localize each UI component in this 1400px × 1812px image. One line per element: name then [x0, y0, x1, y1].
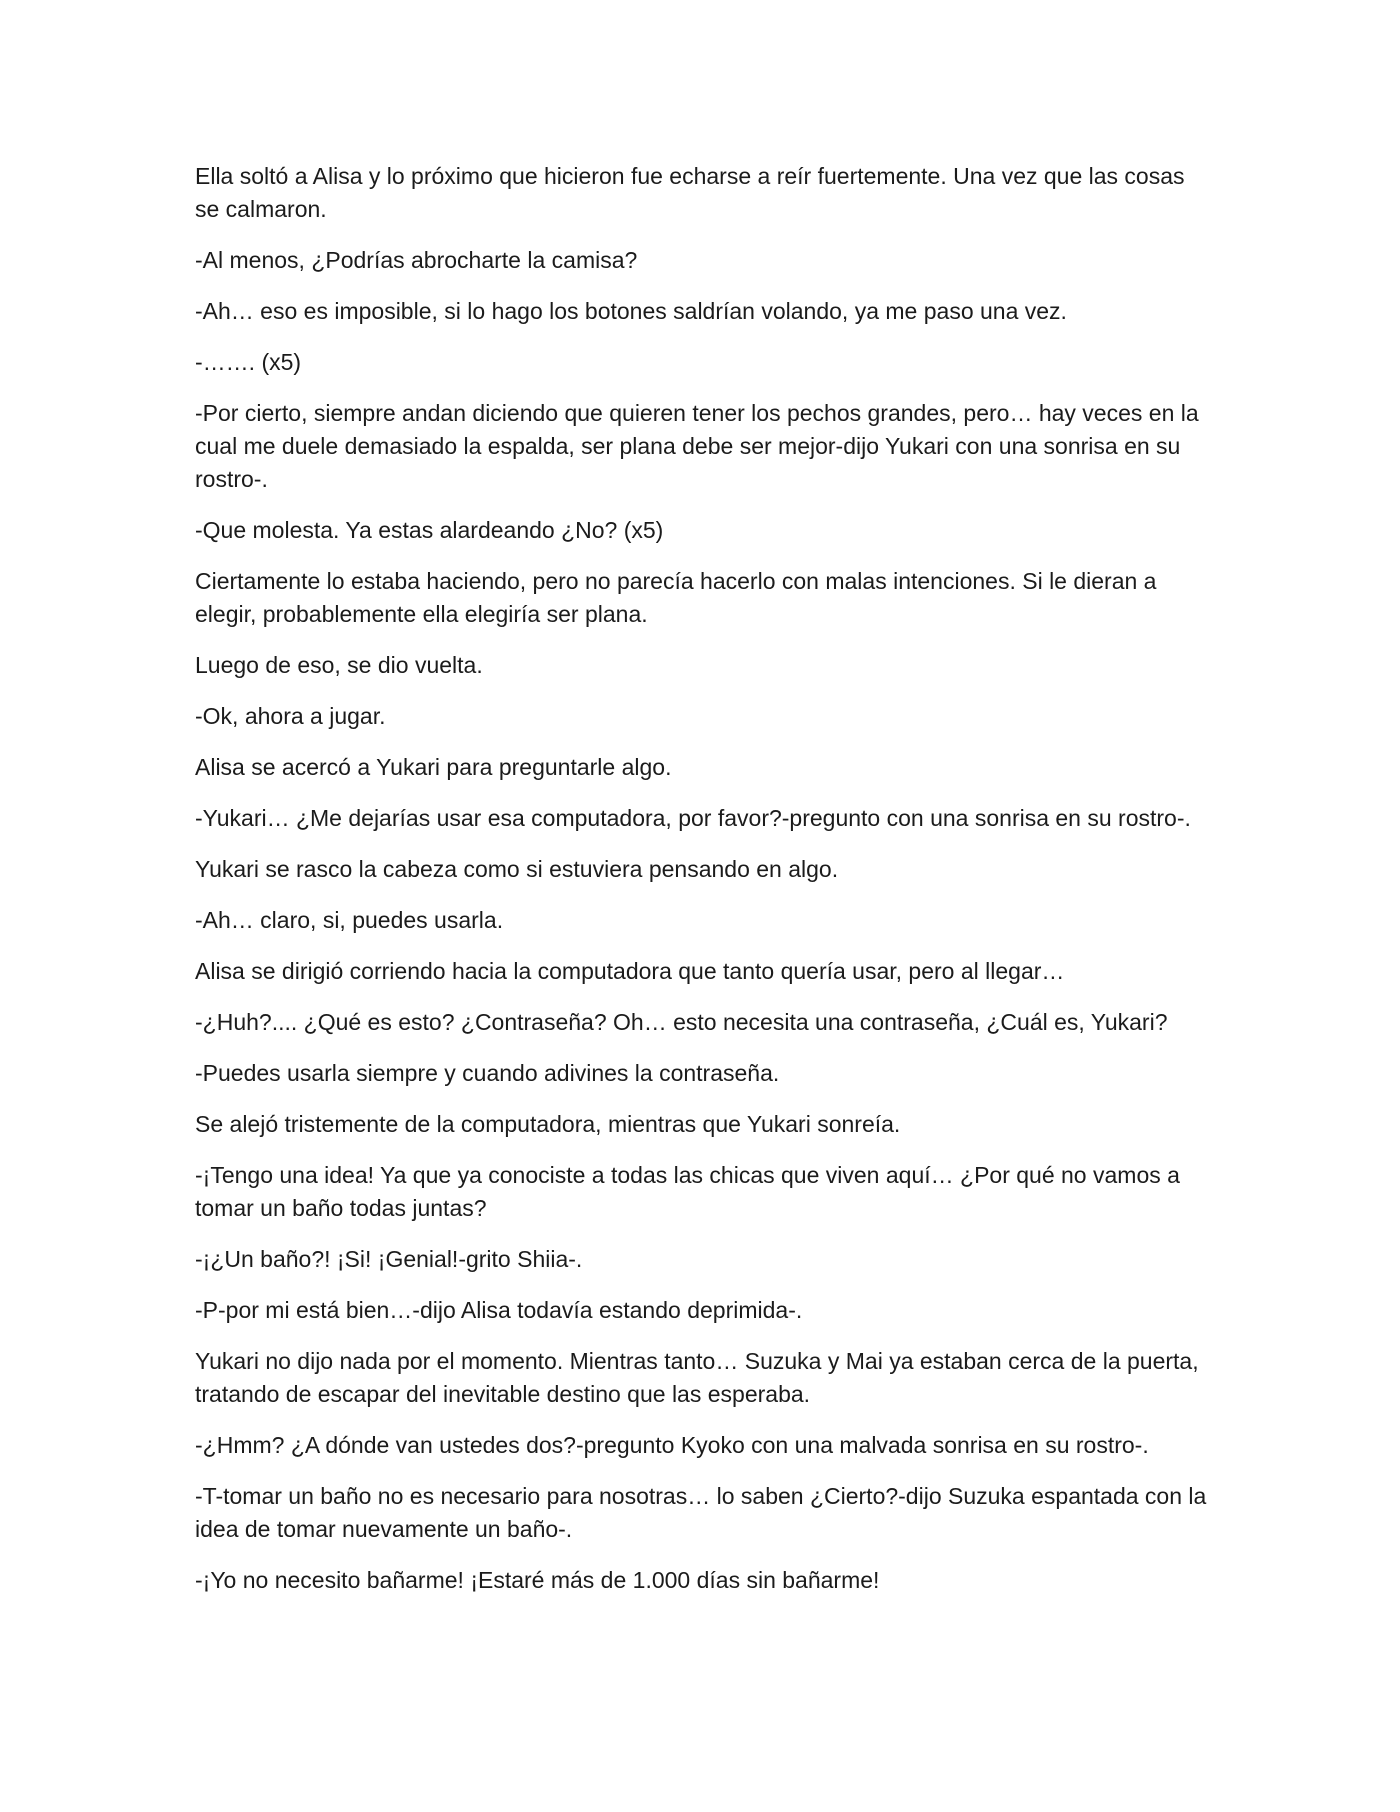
paragraph: -T-tomar un baño no es necesario para nosotras… lo saben ¿Cierto?-dijo Suzuka espantada con la idea de tomar nuevamente un baño-.	[195, 1483, 1207, 1542]
paragraph: Yukari no dijo nada por el momento. Mientras tanto… Suzuka y Mai ya estaban cerca de la puerta, tratando de escapar del inevitable destino que las esperaba.	[195, 1348, 1199, 1407]
paragraph: -Que molesta. Ya estas alardeando ¿No? (x5)	[195, 517, 664, 543]
paragraph: Alisa se acercó a Yukari para preguntarle algo.	[195, 754, 672, 780]
paragraph: -Puedes usarla siempre y cuando adivines la contraseña.	[195, 1060, 780, 1086]
paragraph: Se alejó tristemente de la computadora, mientras que Yukari sonreía.	[195, 1111, 901, 1137]
paragraph: -Ah… eso es imposible, si lo hago los botones saldrían volando, ya me paso una vez.	[195, 298, 1067, 324]
paragraph: -¿Huh?.... ¿Qué es esto? ¿Contraseña? Oh… esto necesita una contraseña, ¿Cuál es, Yukari?	[195, 1009, 1168, 1035]
paragraph: -Ok, ahora a jugar.	[195, 703, 386, 729]
paragraph: -Por cierto, siempre andan diciendo que quieren tener los pechos grandes, pero… hay veces en la cual me duele demasiado la espalda, ser plana debe ser mejor-dijo Yukari con una sonrisa en su rostro-.	[195, 400, 1199, 492]
paragraph: Ciertamente lo estaba haciendo, pero no parecía hacerlo con malas intenciones. Si le dieran a elegir, probablemente ella elegiría ser plana.	[195, 568, 1157, 627]
paragraph: -P-por mi está bien…-dijo Alisa todavía estando deprimida-.	[195, 1297, 803, 1323]
paragraph: Ella soltó a Alisa y lo próximo que hicieron fue echarse a reír fuertemente. Una vez que las cosas se calmaron.	[195, 163, 1185, 222]
paragraph: -¡Tengo una idea! Ya que ya conociste a todas las chicas que viven aquí… ¿Por qué no vamos a tomar un baño todas juntas?	[195, 1162, 1180, 1221]
paragraph: -Al menos, ¿Podrías abrocharte la camisa?	[195, 247, 638, 273]
paragraph: -……. (x5)	[195, 349, 302, 375]
paragraph: -¿Hmm? ¿A dónde van ustedes dos?-pregunto Kyoko con una malvada sonrisa en su rostro-.	[195, 1432, 1149, 1458]
paragraph: -Yukari… ¿Me dejarías usar esa computadora, por favor?-pregunto con una sonrisa en su rostro-.	[195, 805, 1191, 831]
paragraph: Luego de eso, se dio vuelta.	[195, 652, 483, 678]
paragraph: -¡¿Un baño?! ¡Si! ¡Genial!-grito Shiia-.	[195, 1246, 583, 1272]
text-body	[195, 160, 1215, 1615]
paragraph: -¡Yo no necesito bañarme! ¡Estaré más de 1.000 días sin bañarme!	[195, 1567, 880, 1593]
paragraph: Yukari se rasco la cabeza como si estuviera pensando en algo.	[195, 856, 839, 882]
paragraph: -Ah… claro, si, puedes usarla.	[195, 907, 504, 933]
paragraph: Alisa se dirigió corriendo hacia la computadora que tanto quería usar, pero al llegar…	[195, 958, 1065, 984]
